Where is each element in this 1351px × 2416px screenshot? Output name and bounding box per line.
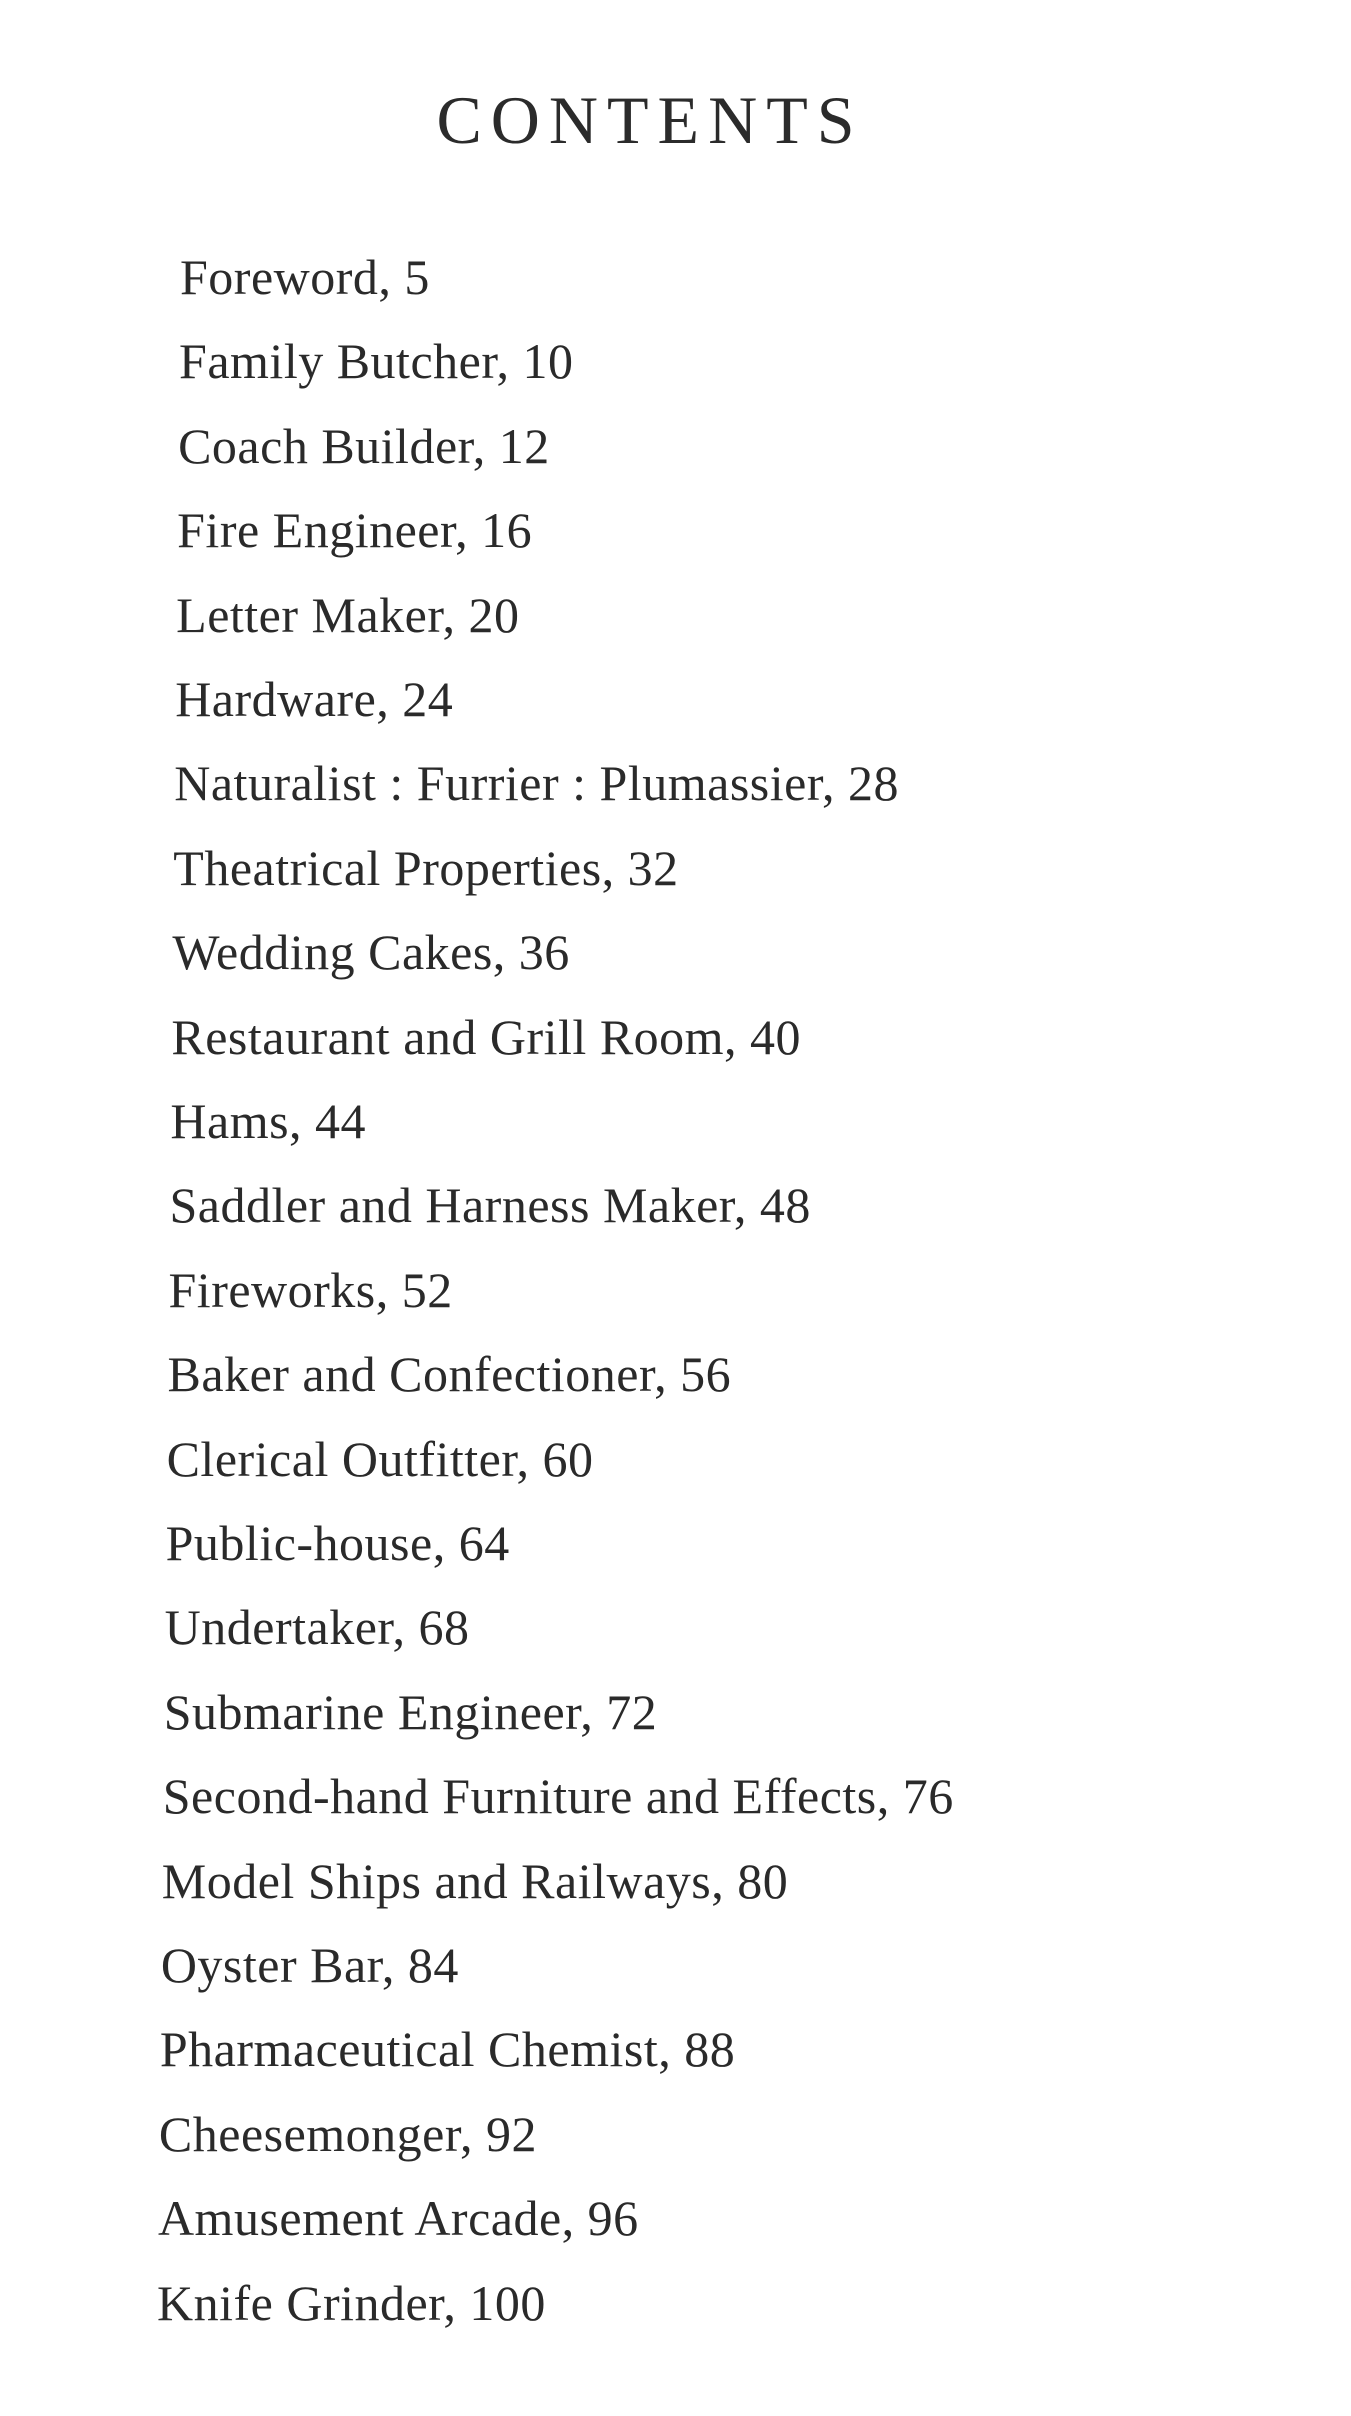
- toc-entry: Knife Grinder, 100: [157, 2274, 546, 2331]
- toc-entry: Amusement Arcade, 96: [157, 2190, 639, 2247]
- toc-entry: Theatrical Properties, 32: [173, 839, 679, 896]
- toc-entry: Letter Maker, 20: [176, 586, 520, 643]
- toc-entry: Foreword, 5: [180, 249, 430, 305]
- toc-entry: Cheesemonger, 92: [158, 2105, 538, 2162]
- toc-entry: Fireworks, 52: [168, 1261, 453, 1318]
- toc-entry: Undertaker, 68: [164, 1599, 470, 1656]
- toc-entry: Hams, 44: [170, 1093, 367, 1149]
- toc-entry: Public-house, 64: [165, 1515, 510, 1571]
- toc-entry: Clerical Outfitter, 60: [166, 1430, 594, 1487]
- toc-entry: Saddler and Harness Maker, 48: [169, 1177, 811, 1234]
- toc-entry: Fire Engineer, 16: [177, 502, 533, 559]
- toc-entry: Restaurant and Grill Room, 40: [171, 1008, 802, 1065]
- toc-entry: Family Butcher, 10: [179, 333, 574, 390]
- toc-entry: Pharmaceutical Chemist, 88: [159, 2021, 736, 2078]
- toc-entry: Naturalist : Furrier : Plumassier, 28: [174, 755, 899, 812]
- toc-entry: Model Ships and Railways, 80: [161, 1852, 789, 1909]
- toc-entry: Hardware, 24: [175, 671, 454, 727]
- page-title: CONTENTS: [436, 82, 864, 158]
- toc-entry: Baker and Confectioner, 56: [167, 1346, 732, 1403]
- toc-entry: Coach Builder, 12: [178, 417, 550, 474]
- toc-entry: Oyster Bar, 84: [160, 1937, 459, 1993]
- toc-entry: Second-hand Furniture and Effects, 76: [162, 1768, 954, 1825]
- toc-entry: Submarine Engineer, 72: [163, 1683, 658, 1740]
- toc-entry: Wedding Cakes, 36: [172, 924, 570, 981]
